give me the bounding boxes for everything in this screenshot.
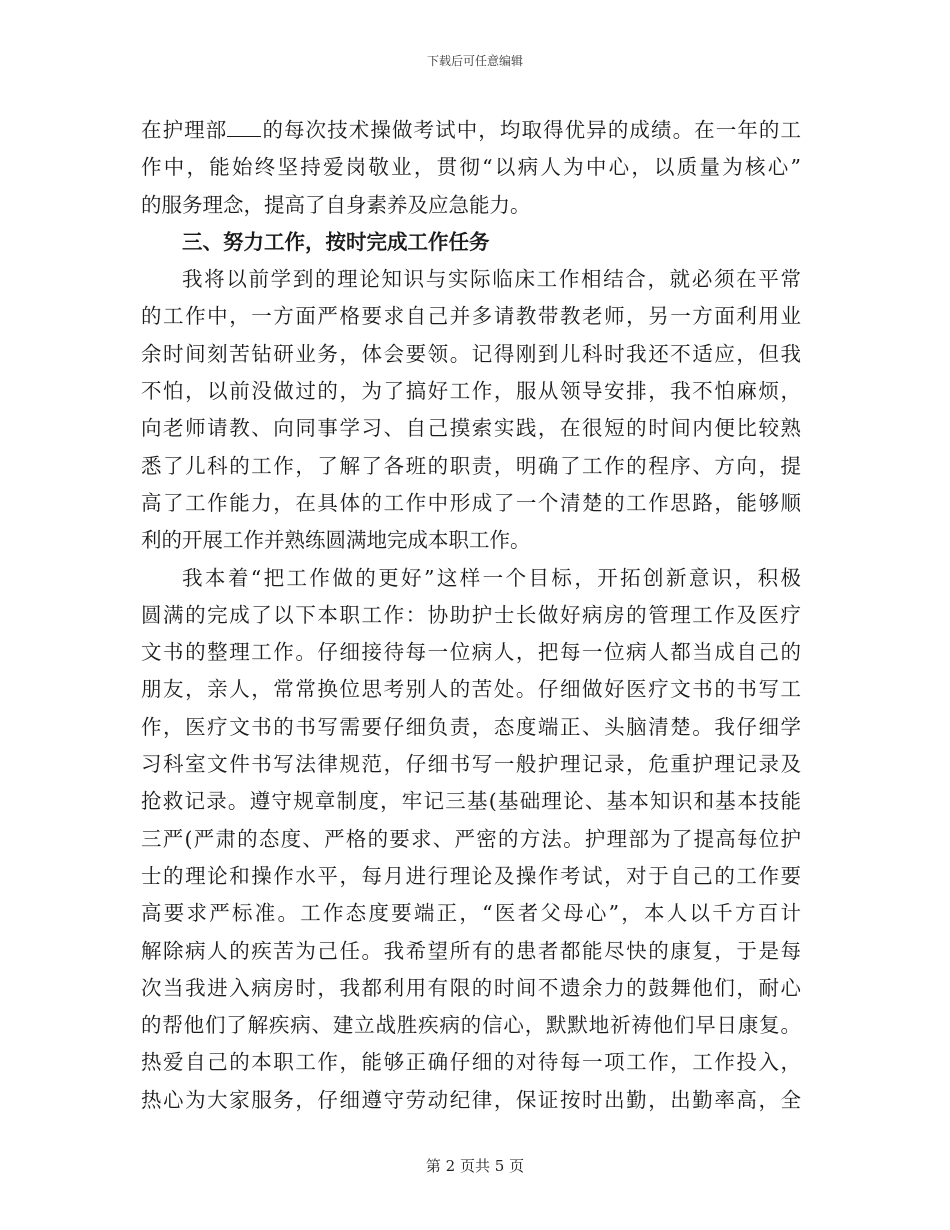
paragraph-line: 热爱自己的本职工作，能够正确仔细的对待每一项工作，工作投入， bbox=[141, 1050, 801, 1075]
paragraph-line: 的工作中，一方面严格要求自己并多请教带教老师，另一方面利用业 bbox=[141, 304, 801, 329]
paragraph-line: 文书的整理工作。仔细接待每一位病人，把每一位病人都当成自己的 bbox=[141, 640, 801, 665]
paragraph-line: 抢救记录。遵守规章制度，牢记三基(基础理论、基本知识和基本技能 bbox=[141, 789, 801, 814]
paragraph-line: 我本着“把工作做的更好”这样一个目标，开拓创新意识，积极 bbox=[182, 565, 801, 590]
paragraph-line: 朋友，亲人，常常换位思考别人的苦处。仔细做好医疗文书的书写工 bbox=[141, 677, 801, 702]
paragraph-line: 习科室文件书写法律规范，仔细书写一般护理记录，危重护理记录及 bbox=[141, 752, 801, 777]
paragraph-line: 解除病人的疾苦为己任。我希望所有的患者都能尽快的康复，于是每 bbox=[141, 938, 801, 963]
paragraph-line: 我将以前学到的理论知识与实际临床工作相结合，就必须在平常 bbox=[182, 267, 801, 292]
paragraph-line bbox=[141, 112, 801, 149]
paragraph-line: 次当我进入病房时，我都利用有限的时间不遗余力的鼓舞他们，耐心 bbox=[141, 975, 801, 1000]
paragraph-line: 向老师请教、向同事学习、自己摸索实践，在很短的时间内便比较熟 bbox=[141, 416, 801, 441]
page-number: 第 2 页共 5 页 bbox=[425, 1157, 525, 1175]
fill-in-blank bbox=[227, 118, 261, 137]
paragraph-line: 圆满的完成了以下本职工作：协助护士长做好病房的管理工作及医疗 bbox=[141, 602, 801, 627]
paragraph-line: 悉了儿科的工作，了解了各班的职责，明确了工作的程序、方向，提 bbox=[141, 453, 801, 478]
paragraph-line: 的服务理念，提高了自身素养及应急能力。 bbox=[141, 192, 531, 217]
paragraph-line: 作中，能始终坚持爱岗敬业，贯彻“以病人为中心，以质量为核心” bbox=[141, 155, 801, 180]
paragraph-line: 不怕，以前没做过的，为了搞好工作，服从领导安排，我不怕麻烦， bbox=[141, 379, 801, 404]
paragraph-line: 余时间刻苦钻研业务，体会要领。记得刚到儿科时我还不适应，但我 bbox=[141, 341, 801, 366]
paragraph-line: 士的理论和操作水平，每月进行理论及操作考试，对于自己的工作要 bbox=[141, 863, 801, 888]
section-heading: 三、努力工作，按时完成工作任务 bbox=[182, 229, 490, 254]
text-run: 的每次技术操做考试中，均取得优异的成绩。在一年的工 bbox=[261, 118, 801, 142]
paragraph-line: 利的开展工作并熟练圆满地完成本职工作。 bbox=[141, 528, 531, 553]
paragraph-line: 热心为大家服务，仔细遵守劳动纪律，保证按时出勤，出勤率高，全 bbox=[141, 1087, 801, 1112]
page-header: 下载后可任意编辑 bbox=[426, 54, 523, 68]
paragraph-line: 作，医疗文书的书写需要仔细负责，态度端正、头脑清楚。我仔细学 bbox=[141, 714, 801, 739]
text-run: 在护理部 bbox=[141, 118, 228, 142]
paragraph-line: 三严(严肃的态度、严格的要求、严密的方法。护理部为了提高每位护 bbox=[141, 826, 801, 851]
paragraph-line: 高了工作能力，在具体的工作中形成了一个清楚的工作思路，能够顺 bbox=[141, 490, 801, 515]
document-body bbox=[141, 112, 801, 1119]
paragraph-line: 的帮他们了解疾病、建立战胜疾病的信心，默默地祈祷他们早日康复。 bbox=[141, 1013, 801, 1038]
paragraph-line: 高要求严标准。工作态度要端正，“医者父母心”，本人以千方百计 bbox=[141, 901, 801, 926]
